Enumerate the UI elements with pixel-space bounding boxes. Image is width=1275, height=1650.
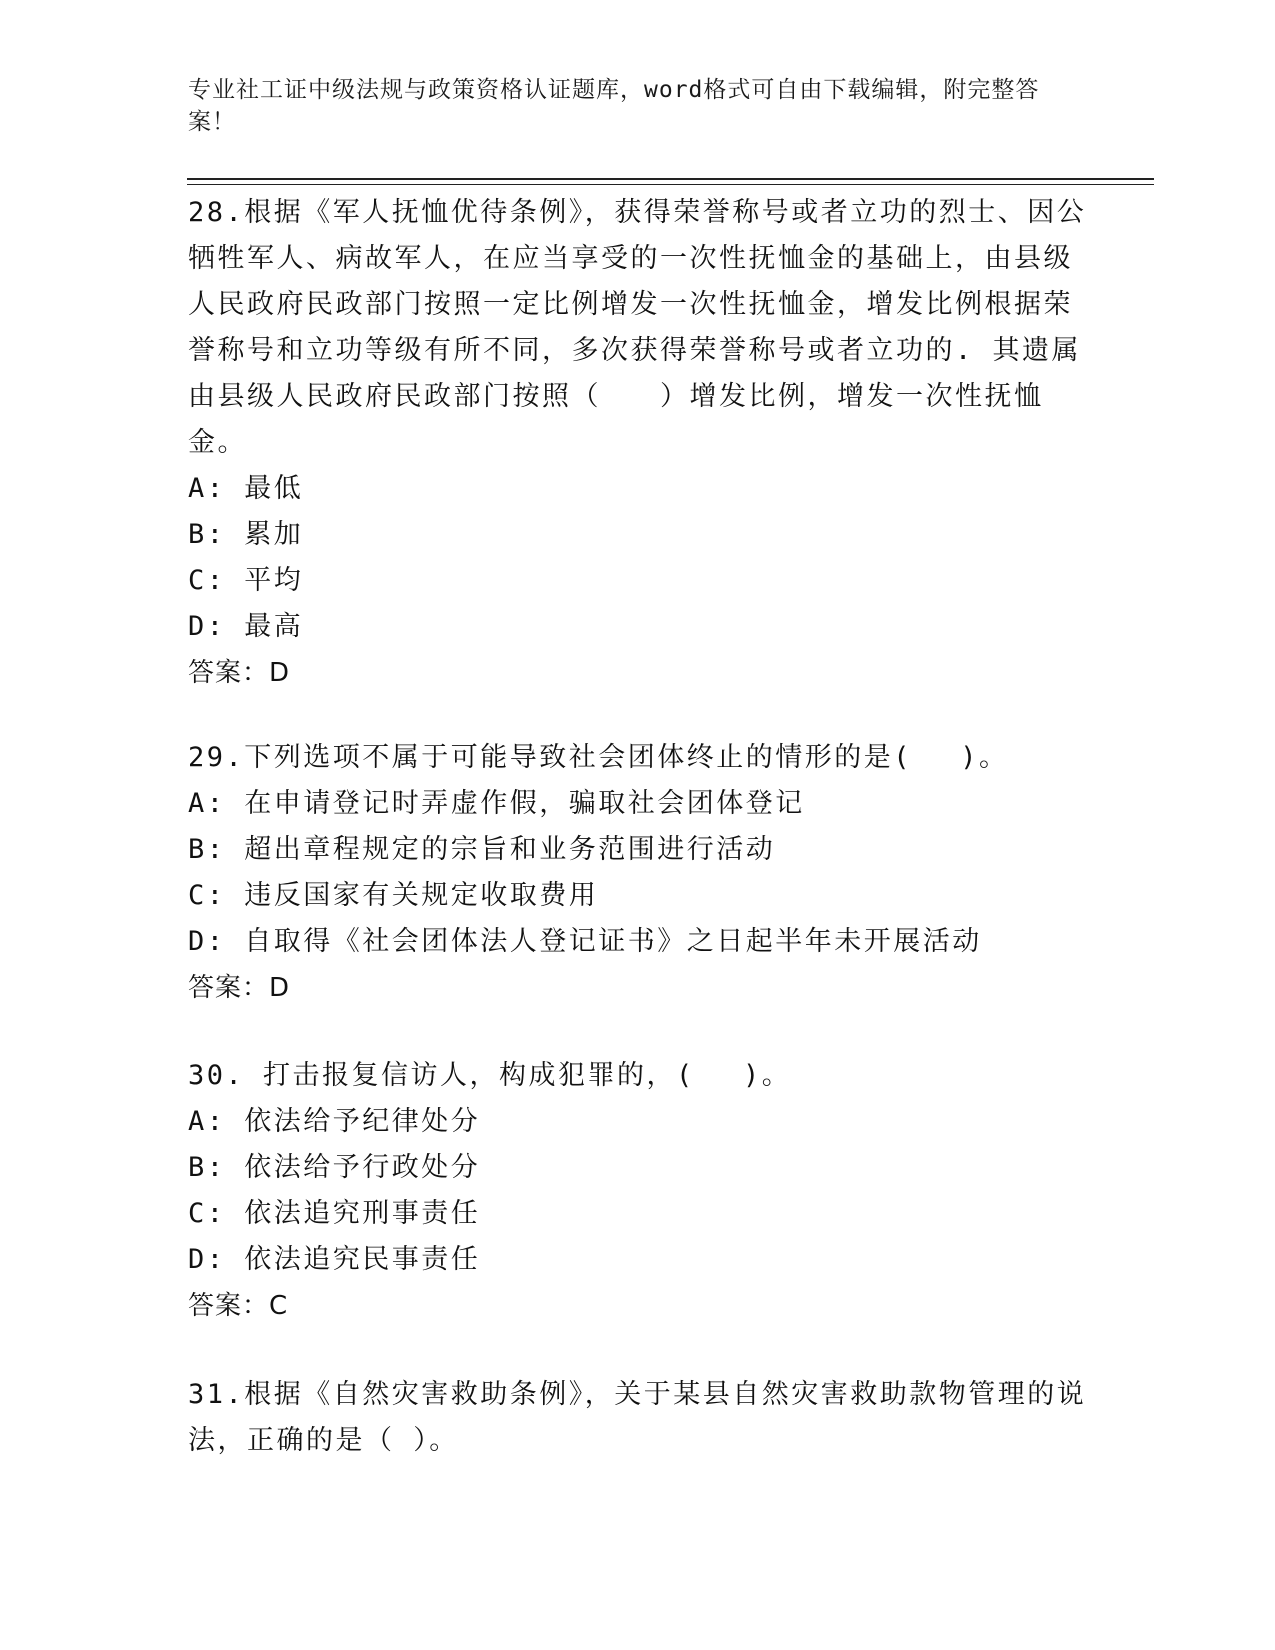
option-c: C: 依法追究刑事责任 — [188, 1198, 481, 1229]
document-header: 专业社工证中级法规与政策资格认证题库，word格式可自由下载编辑，附完整答案！ — [188, 77, 1040, 135]
question-31 — [188, 1372, 1088, 1464]
question-stem: 28.根据《军人抚恤优待条例》，获得荣誉称号或者立功的烈士、因公牺牲军人、病故军人，在应当享受的一次性抚恤金的基础上，由县级人民政府民政部门按照一定比例增发一次性抚恤金，增发比例根据荣誉称号和立功等级有所不同，多次获得荣誉称号或者立功的. 其遗属由县级人民政府民政部门按照（ ）增发比例，增发一次性抚恤金。 — [188, 197, 1087, 458]
question-28 — [188, 190, 1088, 696]
option-a: A: 在申请登记时弄虚作假，骗取社会团体登记 — [188, 788, 805, 819]
question-stem: 30. 打击报复信访人，构成犯罪的，( )。 — [188, 1060, 792, 1091]
option-d: D: 自取得《社会团体法人登记证书》之日起半年未开展活动 — [188, 926, 982, 957]
header-rule-thick — [187, 178, 1154, 180]
header-rule-thin — [187, 184, 1154, 185]
option-b: B: 超出章程规定的宗旨和业务范围进行活动 — [188, 834, 776, 865]
answer: 答案：D — [188, 658, 291, 688]
answer: 答案：D — [188, 973, 291, 1003]
question-29 — [188, 735, 1088, 1011]
option-b: B: 累加 — [188, 519, 304, 550]
option-a: A: 依法给予纪律处分 — [188, 1106, 481, 1137]
option-d: D: 最高 — [188, 611, 304, 642]
question-30 — [188, 1053, 1088, 1329]
answer: 答案：C — [188, 1291, 289, 1321]
question-stem: 29.下列选项不属于可能导致社会团体终止的情形的是( )。 — [188, 742, 1009, 773]
option-c: C: 违反国家有关规定收取费用 — [188, 880, 599, 911]
question-stem: 31.根据《自然灾害救助条例》，关于某县自然灾害救助款物管理的说法，正确的是（ ）。 — [188, 1379, 1087, 1456]
option-a: A: 最低 — [188, 473, 304, 504]
option-c: C: 平均 — [188, 565, 304, 596]
option-b: B: 依法给予行政处分 — [188, 1152, 481, 1183]
option-d: D: 依法追究民事责任 — [188, 1244, 481, 1275]
